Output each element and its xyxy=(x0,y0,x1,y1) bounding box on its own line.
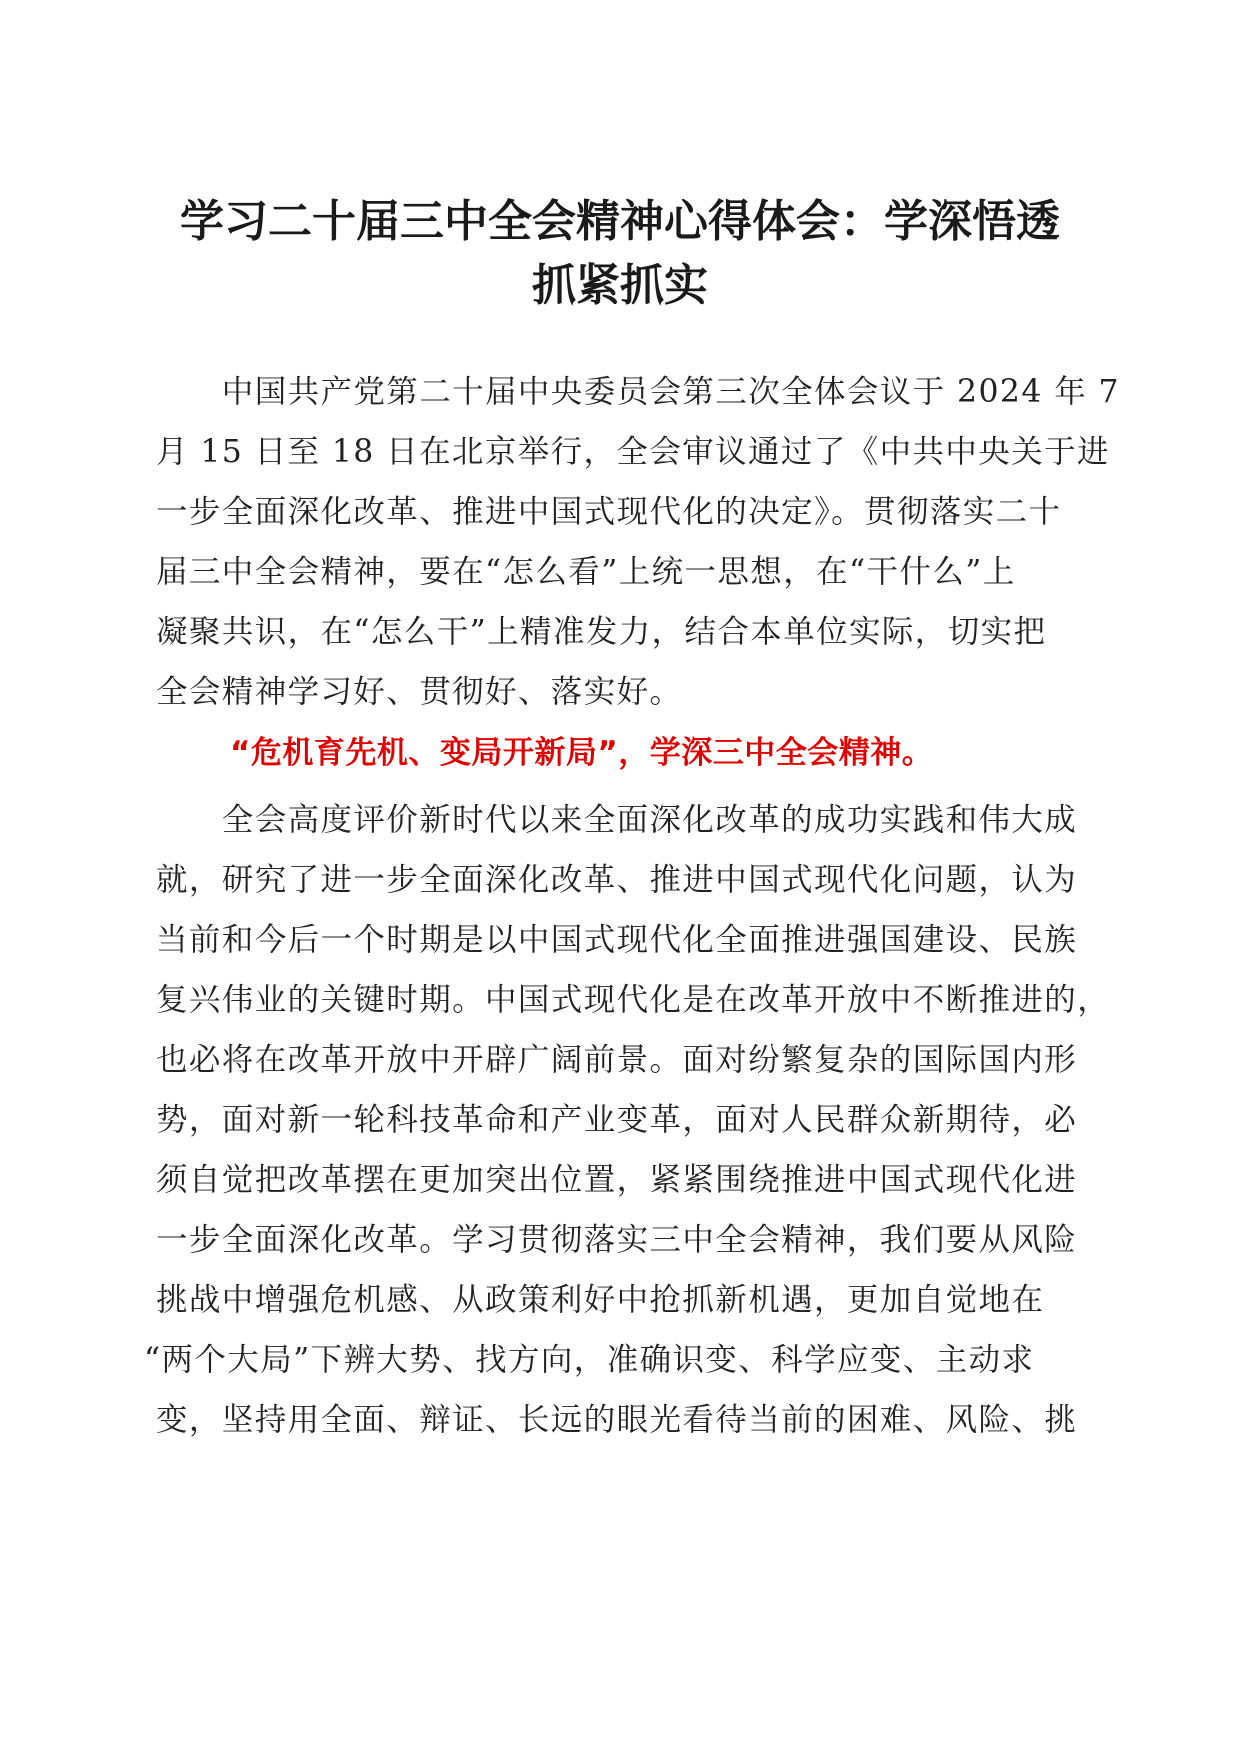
text-line: 须自觉把改革摆在更加突出位置，紧紧围绕推进中国式现代化进 xyxy=(156,1162,1078,1198)
text-line: 届三中全会精神，要在“怎么看”上统一思想，在“干什么”上 xyxy=(156,554,1016,590)
text-line: 势，面对新一轮科技革命和产业变革，面对人民群众新期待，必 xyxy=(156,1102,1078,1138)
text-line: 月 15 日至 18 日在北京举行，全会审议通过了《中共中央关于进 xyxy=(156,434,1110,470)
document-title xyxy=(150,190,1090,318)
text-line: 凝聚共识，在“怎么干”上精准发力，结合本单位实际，切实把 xyxy=(156,614,1047,650)
text-line: 一步全面深化改革。学习贯彻落实三中全会精神，我们要从风险 xyxy=(156,1222,1078,1258)
title-line-2: 抓紧抓实 xyxy=(532,260,708,311)
text-line: “两个大局”下辨大势、找方向，准确识变、科学应变、主动求 xyxy=(144,1342,1035,1378)
text-line: 变，坚持用全面、辩证、长远的眼光看待当前的困难、风险、挑 xyxy=(156,1402,1078,1438)
text-line: 当前和今后一个时期是以中国式现代化全面推进强国建设、民族 xyxy=(156,922,1078,958)
text-line: 也必将在改革开放中开辟广阔前景。面对纷繁复杂的国际国内形 xyxy=(156,1042,1078,1078)
text-line: 全会精神学习好、贯彻好、落实好。 xyxy=(156,674,683,710)
text-line: 一步全面深化改革、推进中国式现代化的决定》。贯彻落实二十 xyxy=(156,494,1062,530)
text-line: 挑战中增强危机感、从政策利好中抢抓新机遇，更加自觉地在 xyxy=(156,1282,1045,1318)
section-heading: “危机育先机、变局开新局”，学深三中全会精神。 xyxy=(230,735,934,771)
text-line: 就，研究了进一步全面深化改革、推进中国式现代化问题，认为 xyxy=(156,862,1078,898)
title-line-1: 学习二十届三中全会精神心得体会：学深悟透 xyxy=(180,196,1060,247)
text-line: 全会高度评价新时代以来全面深化改革的成功实践和伟大成 xyxy=(156,802,1078,838)
text-line: 中国共产党第二十届中央委员会第三次全体会议于 2024 年 7 xyxy=(156,374,1120,410)
text-line: 复兴伟业的关键时期。中国式现代化是在改革开放中不断推进的， xyxy=(156,982,1111,1018)
